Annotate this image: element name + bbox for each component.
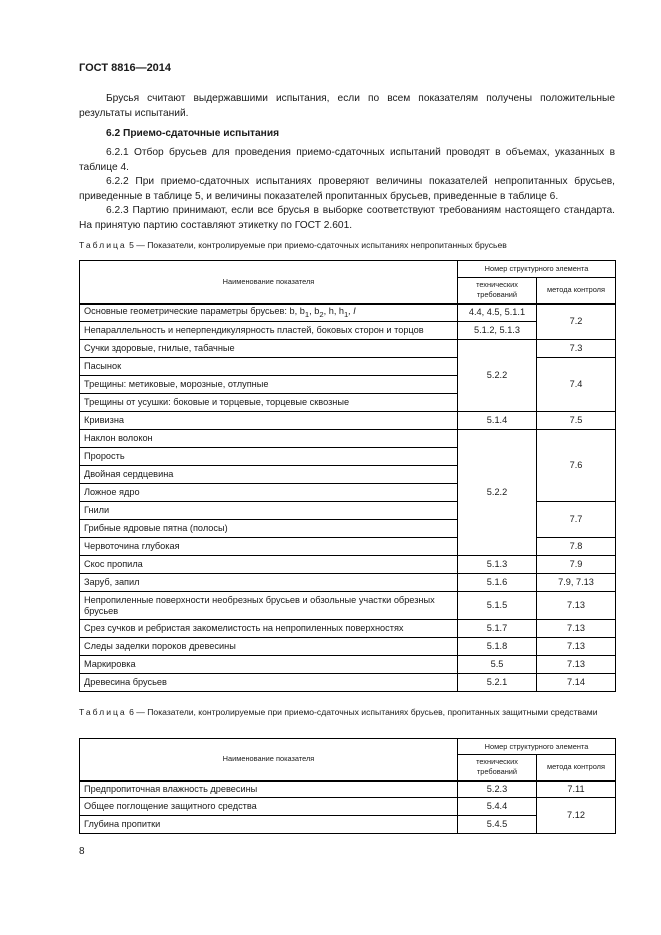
col-header-name: Наименование показателя (80, 261, 458, 304)
table-cell: Непараллельность и неперпендикулярность пластей, боковых сторон и торцов (80, 322, 458, 340)
paragraph-6-2-3: 6.2.3 Партию принимают, если все брусья в выборке соответствуют требованиям настоящего стандарта. На принятую партию составляют этикетку по ГОСТ 2.601. (79, 205, 615, 231)
table-cell: Заруб, запил (80, 574, 458, 592)
section-body (79, 146, 615, 233)
table-cell: Скос пропила (80, 556, 458, 574)
table-cell: 7.8 (537, 538, 616, 556)
table-cell: 5.5 (458, 656, 537, 674)
paragraph-text: Брусья считают выдержавшими испытания, если по всем показателям получены положительные результаты испытаний. (79, 93, 615, 119)
table-cell: Двойная сердцевина (80, 466, 458, 484)
table-cell: 5.4.5 (458, 816, 537, 834)
table-cell: Предпропиточная влажность древесины (80, 781, 458, 798)
table-cell: Сучки здоровые, гнилые, табачные (80, 340, 458, 358)
col-header-group: Номер структурного элемента (458, 739, 616, 755)
table-cell: 7.2 (537, 304, 616, 340)
table-cell: 7.11 (537, 781, 616, 798)
col-header-method: метода контроля (537, 278, 616, 304)
col-header-tech: технических требований (458, 278, 537, 304)
paragraph-6-2-1: 6.2.1 Отбор брусьев для проведения приемо-сдаточных испытаний проводят в объемах, указанных в таблице 4. (79, 147, 615, 173)
table6 (79, 738, 616, 834)
table-cell: Срез сучков и ребристая закомелистость на непропиленных поверхностях (80, 620, 458, 638)
table-cell: 4.4, 4.5, 5.1.1 (458, 304, 537, 322)
table-cell: 5.2.3 (458, 781, 537, 798)
table-cell: Прорость (80, 448, 458, 466)
table-cell: Грибные ядровые пятна (полосы) (80, 520, 458, 538)
table-cell: 5.4.4 (458, 798, 537, 816)
table6-caption (79, 706, 615, 718)
table-cell: Трещины: метиковые, морозные, отлупные (80, 376, 458, 394)
table-cell: Ложное ядро (80, 484, 458, 502)
table-cell: 7.7 (537, 502, 616, 538)
table-cell: Общее поглощение защитного средства (80, 798, 458, 816)
table-cell: 5.2.2 (458, 430, 537, 556)
table-cell: 5.2.2 (458, 340, 537, 412)
table5 (79, 260, 616, 692)
table-cell: Глубина пропитки (80, 816, 458, 834)
document-header: ГОСТ 8816—2014 (79, 62, 172, 74)
col-header-method: метода контроля (537, 755, 616, 781)
table-cell: Непропиленные поверхности необрезных брусьев и обзольные участки обрезных брусьев (80, 592, 458, 620)
table-cell: 5.2.1 (458, 674, 537, 692)
table-cell: Трещины от усушки: боковые и торцевые, торцевые сквозные (80, 394, 458, 412)
table-caption-text: Показатели, контролируемые при приемо-сдаточных испытаниях брусьев, пропитанных защитными средствами (147, 707, 598, 717)
table-cell: 7.6 (537, 430, 616, 502)
table-cell: 5.1.4 (458, 412, 537, 430)
table-cell: Основные геометрические параметры брусьев: b, $b_1$, $b_2$, h, $h_1$, l (80, 304, 458, 322)
col-header-group: Номер структурного элемента (458, 261, 616, 278)
table-cell: Наклон волокон (80, 430, 458, 448)
table-cell: Маркировка (80, 656, 458, 674)
paragraph-6-2-2: 6.2.2 При приемо-сдаточных испытаниях проверяют величины показателей непропитанных брусьев, приведенные в таблице 5, и величины показателей пропитанных брусьев, приведенные в таблице 6. (79, 176, 615, 202)
table-cell: 7.14 (537, 674, 616, 692)
table-cell: 7.13 (537, 656, 616, 674)
table-cell: 7.9 (537, 556, 616, 574)
table-cell: 5.1.3 (458, 556, 537, 574)
table-cell: 7.9, 7.13 (537, 574, 616, 592)
table-cell: 7.13 (537, 592, 616, 620)
table-cell: 7.4 (537, 358, 616, 412)
page-number: 8 (79, 846, 85, 857)
table-cell: 7.3 (537, 340, 616, 358)
table-cell: 5.1.6 (458, 574, 537, 592)
section-heading: 6.2 Приемо-сдаточные испытания (106, 128, 280, 139)
table-cell: 7.5 (537, 412, 616, 430)
table-cell: 7.13 (537, 620, 616, 638)
table-cell: 5.1.8 (458, 638, 537, 656)
table-cell: Червоточина глубокая (80, 538, 458, 556)
table-cell: Древесина брусьев (80, 674, 458, 692)
table-cell: Гнили (80, 502, 458, 520)
table-number: 6 — (126, 707, 148, 717)
col-header-name: Наименование показателя (80, 739, 458, 781)
table-cell: Кривизна (80, 412, 458, 430)
table-cell: 5.1.5 (458, 592, 537, 620)
table-caption-text: Показатели, контролируемые при приемо-сдаточных испытаниях непропитанных брусьев (147, 240, 507, 250)
table-cell: Следы заделки пороков древесины (80, 638, 458, 656)
table-cell: 7.12 (537, 798, 616, 834)
intro-paragraph (79, 92, 615, 121)
table5-caption (79, 239, 615, 251)
table-cell: 5.1.2, 5.1.3 (458, 322, 537, 340)
table-cell: 7.13 (537, 638, 616, 656)
table-label: Таблица (79, 240, 127, 250)
table-number: 5 — (126, 240, 148, 250)
table-cell: 5.1.7 (458, 620, 537, 638)
col-header-tech: технических требований (458, 755, 537, 781)
table-cell: Пасынок (80, 358, 458, 376)
table-label: Таблица (79, 707, 127, 717)
